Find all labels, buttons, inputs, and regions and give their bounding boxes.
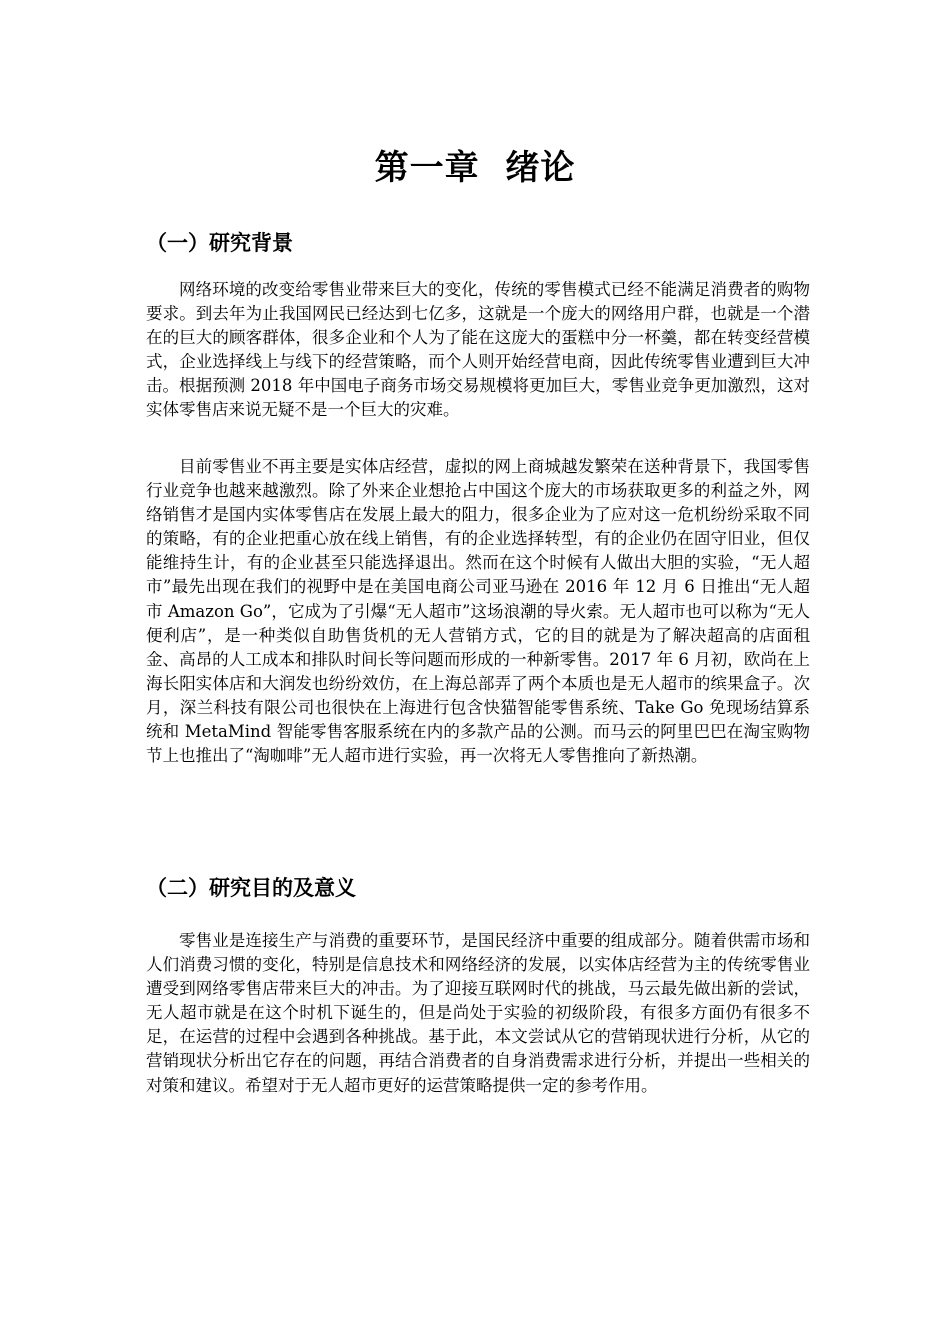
section-heading-research-background: （一）研究背景 bbox=[146, 231, 293, 255]
paragraph: 目前零售业不再主要是实体店经营，虚拟的网上商城越发繁荣在送种背景下，我国零售行业竞争也越来越激烈。除了外来企业想抢占中国这个庞大的市场获取更多的利益之外，网络销售才是国内实体零售店在发展上最大的阻力，很多企业为了应对这一危机纷纷采取不同的策略，有的企业把重心放在线上销售，有的企业选择转型，有的企业仍在固守旧业，但仅能维持生计，有的企业甚至只能选择退出。然而在这个时候有人做出大胆的实验，“无人超市”最先出现在我们的视野中是在美国电商公司亚马逊在 2016 年 12 月 6 日推出“无人超市 Amazon Go”，它成为了引爆“无人超市”这场浪潮的导火索。无人超市也可以称为“无人便利店”，是一种类似自助售货机的无人营销方式，它的目的就是为了解决超高的店面租金、高昂的人工成本和排队时间长等问题而形成的一种新零售。2017 年 6 月初，欧尚在上海长阳实体店和大润发也纷纷效仿，在上海总部弄了两个本质也是无人超市的缤果盒子。次月，深兰科技有限公司也很快在上海进行包含快猫智能零售系统、Take Go 免现场结算系统和 MetaMind 智能零售客服系统在内的多款产品的公测。而马云的阿里巴巴在淘宝购物节上也推出了“淘咖啡”无人超市进行实验，再一次将无人零售推向了新热潮。 bbox=[146, 457, 810, 766]
section-heading-research-purpose: （二）研究目的及意义 bbox=[146, 876, 356, 900]
paragraph: 零售业是连接生产与消费的重要环节，是国民经济中重要的组成部分。随着供需市场和人们消费习惯的变化，特别是信息技术和网络经济的发展，以实体店经营为主的传统零售业遭受到网络零售店带来巨大的冲击。为了迎接互联网时代的挑战，马云最先做出新的尝试，无人超市就是在这个时机下诞生的，但是尚处于实验的初级阶段，有很多方面仍有很多不足，在运营的过程中会遇到各种挑战。基于此，本文尝试从它的营销现状进行分析，从它的营销现状分析出它存在的问题，再结合消费者的自身消费需求进行分析，并提出一些相关的对策和建议。希望对于无人超市更好的运营策略提供一定的参考作用。 bbox=[146, 931, 810, 1095]
chapter-title: 第一章 绪论 bbox=[374, 148, 576, 188]
paragraph: 网络环境的改变给零售业带来巨大的变化，传统的零售模式已经不能满足消费者的购物要求。到去年为止我国网民已经达到七亿多，这就是一个庞大的网络用户群，也就是一个潜在的巨大的顾客群体，很多企业和个人为了能在这庞大的蛋糕中分一杯羹，都在转变经营模式，企业选择线上与线下的经营策略，而个人则开始经营电商，因此传统零售业遭到巨大冲击。根据预测 2018 年中国电子商务市场交易规模将更加巨大，零售业竞争更加激烈，这对实体零售店来说无疑不是一个巨大的灾难。 bbox=[146, 280, 810, 420]
